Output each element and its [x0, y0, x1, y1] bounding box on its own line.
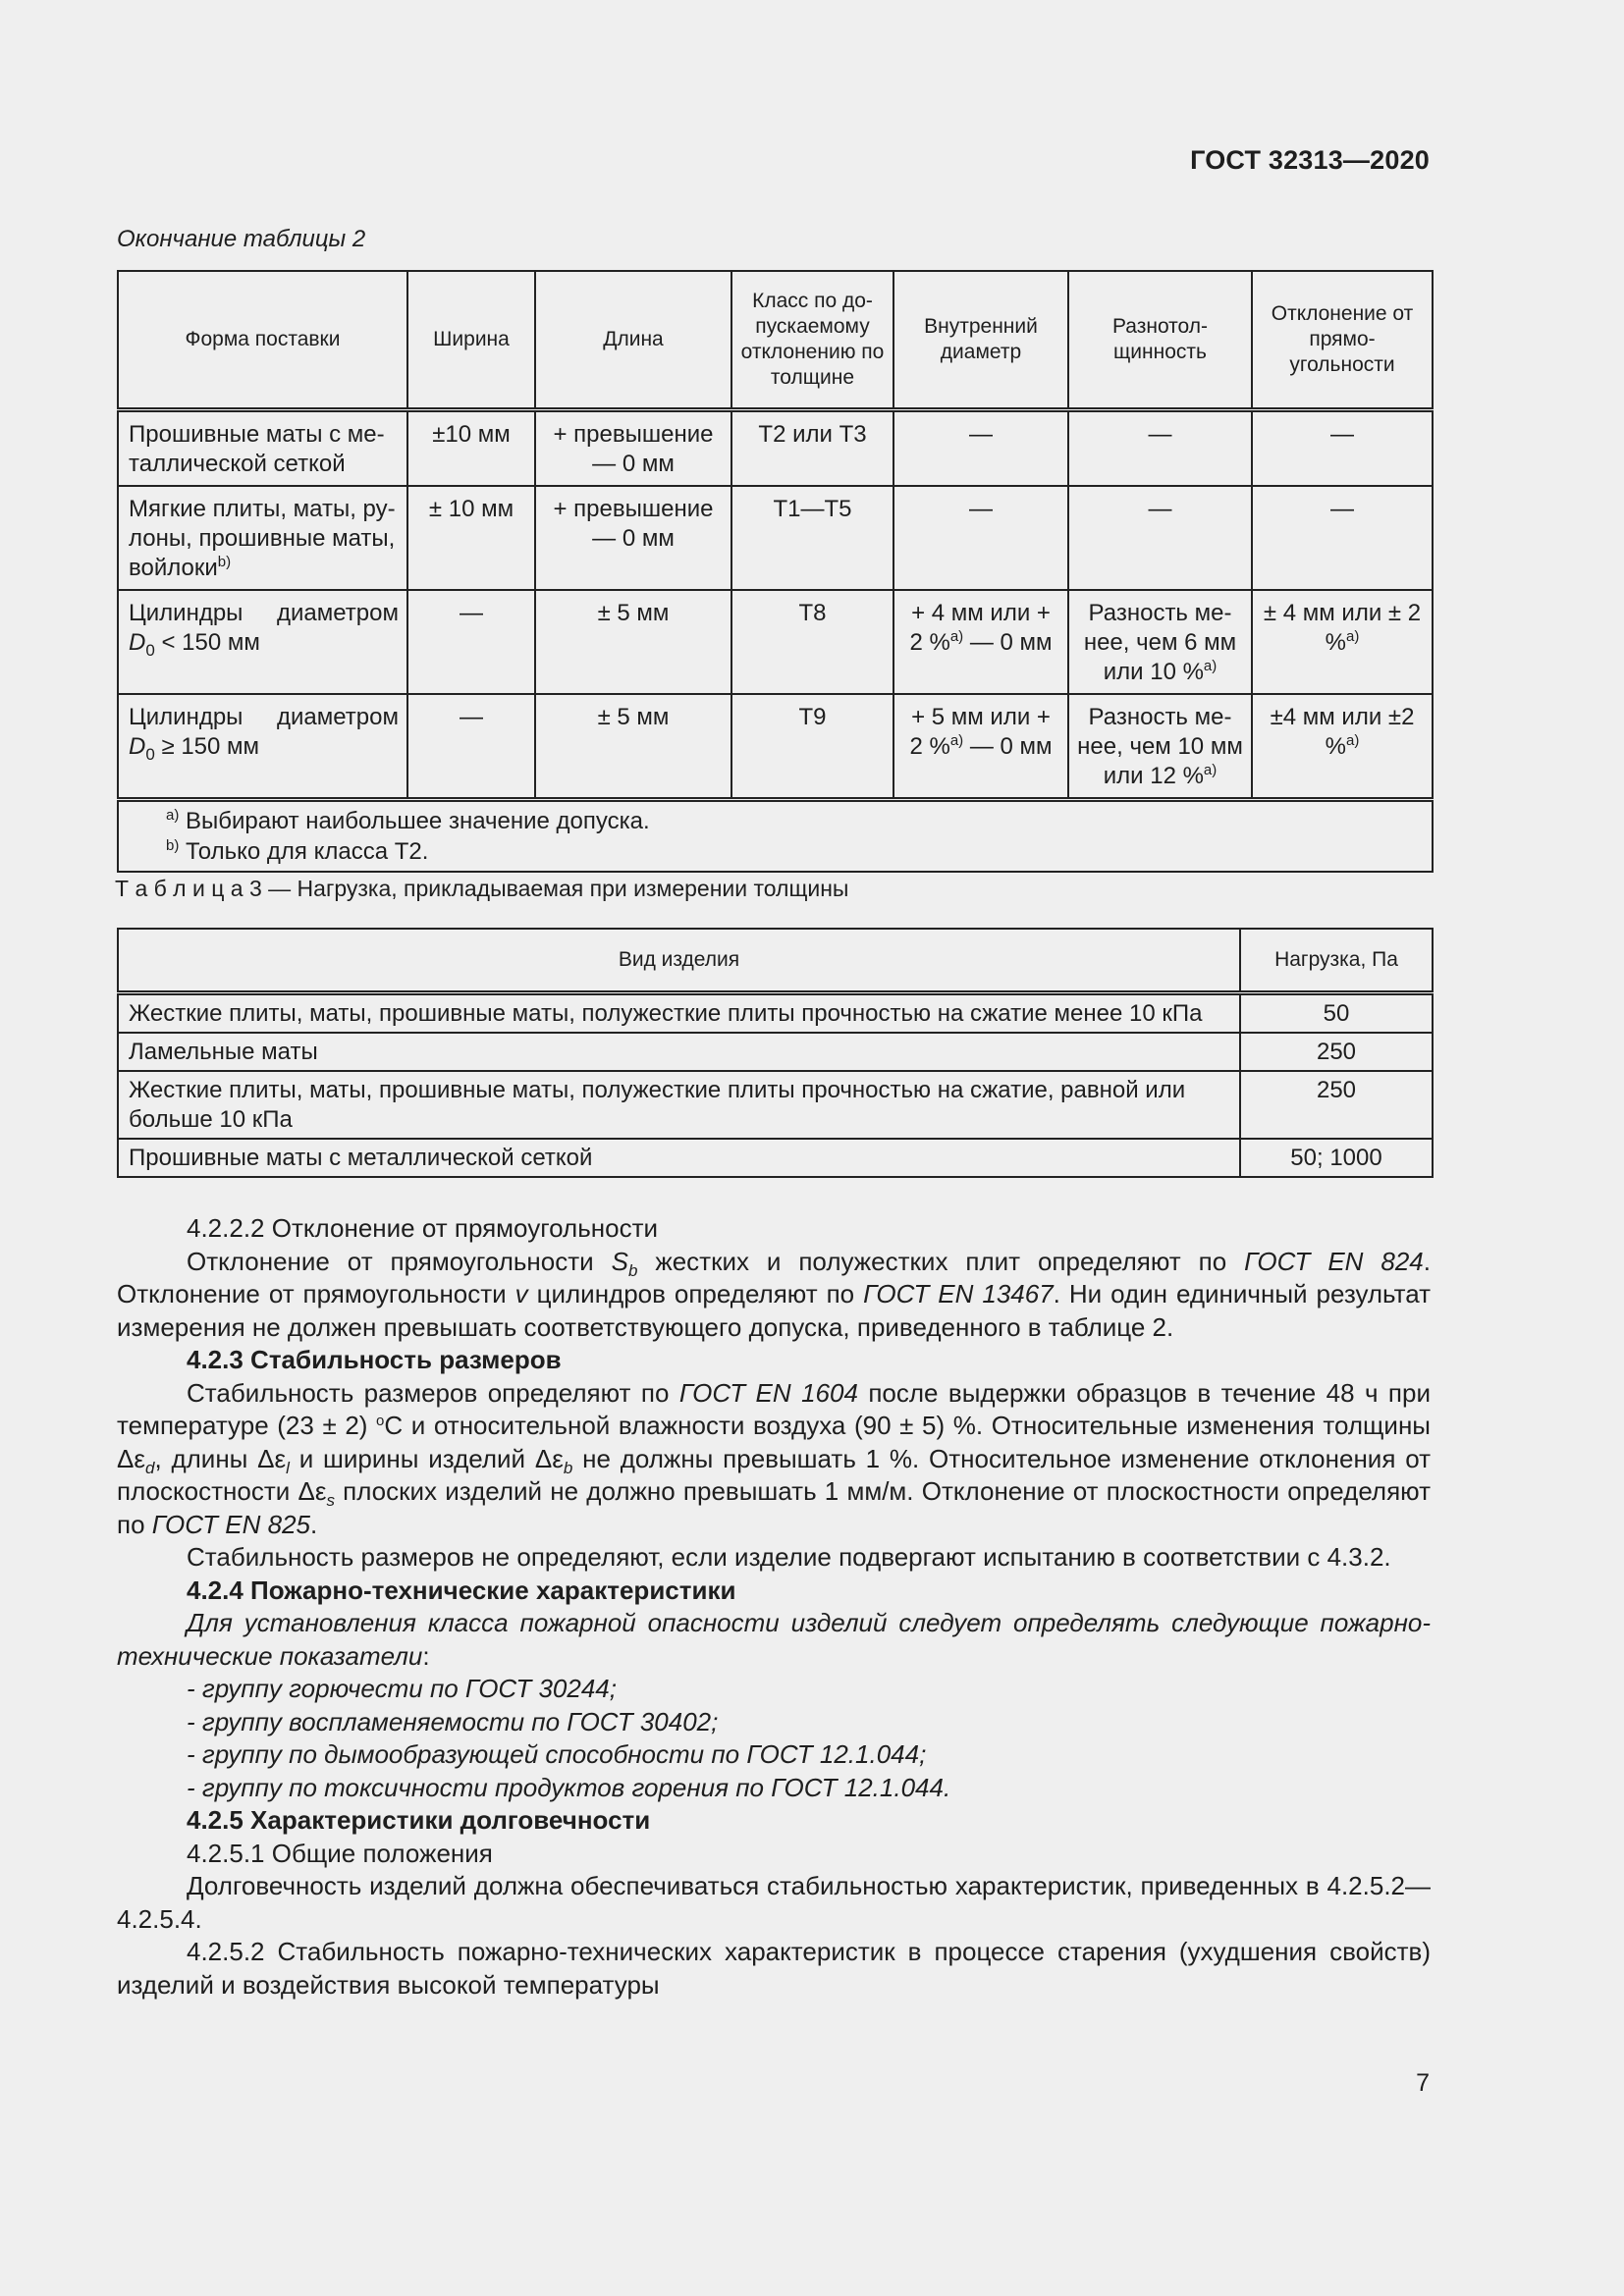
table2 — [117, 270, 1434, 873]
cell-width: — — [407, 590, 535, 694]
table2-header-class: Класс по до-пускаемому отклонению по толщине — [731, 271, 893, 410]
table-row — [118, 410, 1433, 487]
cell-class: T2 или T3 — [731, 410, 893, 487]
section-423-text-2: Стабильность размеров не определяют, если изделие подвергают испытанию в соответствии с 4.3.2. — [187, 1542, 1391, 1572]
cell-thickness: — — [1068, 410, 1252, 487]
list-item: - группу горючести по ГОСТ 30244; — [187, 1674, 617, 1703]
text-run: . Ни один единичный результат измерения не должен превышать соответствующего допуска, приведенного в таблице 2. — [117, 1279, 1431, 1342]
table-row — [118, 1071, 1433, 1139]
cell-width: — — [407, 694, 535, 800]
table2-header-row — [118, 271, 1433, 410]
text-run: Для установления класса пожарной опасности изделий следует определять следующие пожарно-технические показатели — [117, 1608, 1431, 1671]
footnote-mark: a) — [1346, 628, 1360, 645]
table3-header-row — [118, 929, 1433, 993]
cell-form: Прошивные маты с ме-таллической сеткой — [118, 410, 407, 487]
cell-thickness: — — [1068, 486, 1252, 590]
footnote-mark: a) — [949, 628, 964, 645]
cell-thickness — [1068, 590, 1252, 694]
cell-rect-text: ±4 мм или ±2 % — [1270, 704, 1415, 760]
cell-diameter-rest: — 0 мм — [963, 629, 1053, 656]
symbol-sub: b — [627, 1260, 638, 1280]
cell-form — [118, 486, 407, 590]
text-run: после выдержки образцов в течение 48 ч при температуре (23 ± 2) — [117, 1377, 1431, 1440]
cell-diameter — [893, 590, 1068, 694]
page-number: 7 — [1416, 2069, 1430, 2097]
table2-header-diameter: Внутренний диаметр — [893, 271, 1068, 410]
cell-diameter: — — [893, 486, 1068, 590]
table-row — [118, 694, 1433, 800]
cell-rect — [1252, 590, 1433, 694]
cell-form-rest: ≥ 150 мм — [154, 733, 260, 760]
table-row — [118, 590, 1433, 694]
footnote-text: Выбирают наибольшее значение допуска. — [179, 808, 650, 834]
list-item: - группу по дымообразующей способности по ГОСТ 12.1.044; — [187, 1739, 927, 1769]
cell-rect: — — [1252, 486, 1433, 590]
text-run: жестких и полужестких плит определяют по — [637, 1246, 1245, 1276]
cell-form-text: Цилиндры диаметром — [129, 704, 399, 730]
cell-product: Прошивные маты с металлической сеткой — [118, 1139, 1240, 1177]
cell-thickness-text: Разность ме-нее, чем 10 мм или 12 % — [1077, 704, 1243, 789]
footnote-mark: a) — [166, 807, 180, 824]
text-run: цилиндров определяют по — [527, 1279, 864, 1308]
cell-thickness-text: Разность ме-нее, чем 6 мм или 10 % — [1083, 600, 1237, 685]
footnote-mark: a) — [949, 732, 964, 749]
text-run: Стабильность размеров определяют по — [187, 1377, 679, 1408]
text-run: С и относительной влажности воздуха (90 ± 5) %. Относительные изменения толщины Δε — [117, 1411, 1431, 1473]
cell-rect: — — [1252, 410, 1433, 487]
footnote-mark: a) — [1203, 658, 1218, 674]
symbol-d: D — [129, 733, 146, 760]
table-row — [118, 486, 1433, 590]
text-run: плоских изделий не должно превышать 1 мм/м. Отклонение от плоскостности определяют по — [117, 1476, 1431, 1539]
table-row — [118, 1033, 1433, 1071]
list-item: - группу воспламеняемости по ГОСТ 30402; — [187, 1706, 719, 1736]
cell-rect — [1252, 694, 1433, 800]
table3-caption: Т а б л и ц а 3 — Нагрузка, прикладываемая при измерении толщины — [115, 876, 849, 901]
footnote-a — [166, 806, 1432, 836]
cell-load: 50; 1000 — [1240, 1139, 1433, 1177]
cell-product: Жесткие плиты, маты, прошивные маты, полужесткие плиты прочностью на сжатие, равной или больше 10 кПа — [118, 1071, 1240, 1139]
cell-form-symbol — [129, 628, 399, 658]
footnote-mark: b) — [217, 554, 232, 570]
table2-header-form: Форма поставки — [118, 271, 407, 410]
section-423-text — [117, 1377, 1431, 1542]
standard-ref: ГОСТ EN 13467 — [863, 1279, 1054, 1308]
table2-caption: Окончание таблицы 2 — [117, 226, 366, 252]
section-4222-text — [117, 1246, 1431, 1345]
section-424-intro — [117, 1607, 1431, 1673]
section-4251-title: 4.2.5.1 Общие положения — [187, 1838, 493, 1868]
cell-form-symbol — [129, 732, 399, 762]
cell-form — [118, 590, 407, 694]
table3-header-product: Вид изделия — [118, 929, 1240, 993]
text-run: : — [422, 1640, 430, 1671]
section-425-title: 4.2.5 Характеристики долговечности — [187, 1805, 651, 1835]
symbol-sb: S — [611, 1246, 628, 1276]
degree-mark: о — [376, 1413, 385, 1429]
cell-thickness — [1068, 694, 1252, 800]
cell-length: ± 5 мм — [535, 590, 731, 694]
cell-diameter-rest: — 0 мм — [963, 733, 1053, 760]
cell-product: Ламельные маты — [118, 1033, 1240, 1071]
table2-header-thickness: Разнотол-щинность — [1068, 271, 1252, 410]
cell-class: T9 — [731, 694, 893, 800]
cell-class: T1—T5 — [731, 486, 893, 590]
table2-header-rect: Отклонение от прямо-угольности — [1252, 271, 1433, 410]
cell-diameter-text: + 5 мм или + 2 % — [909, 704, 1051, 760]
cell-form-text: Мягкие плиты, маты, ру-лоны, прошивные маты, войлоки — [129, 496, 396, 581]
symbol-d: D — [129, 629, 146, 656]
standard-ref: ГОСТ EN 1604 — [678, 1377, 858, 1408]
cell-product: Жесткие плиты, маты, прошивные маты, полужесткие плиты прочностью на сжатие менее 10 кПа — [118, 993, 1240, 1034]
section-4252-text: 4.2.5.2 Стабильность пожарно-технических характеристик в процессе старения (ухудшения свойств) изделий и воздействия высокой температуры — [117, 1937, 1431, 2000]
cell-width: ± 10 мм — [407, 486, 535, 590]
table2-footnotes — [118, 800, 1433, 873]
section-423-title: 4.2.3 Стабильность размеров — [187, 1345, 562, 1374]
cell-length: + превышение — 0 мм — [535, 486, 731, 590]
cell-diameter-text: + 4 мм или + 2 % — [909, 600, 1051, 656]
section-4222-title: 4.2.2.2 Отклонение от прямоугольности — [187, 1213, 658, 1243]
cell-length: ± 5 мм — [535, 694, 731, 800]
footnote-b — [166, 836, 1432, 867]
symbol-sub: l — [286, 1458, 290, 1477]
document-number: ГОСТ 32313—2020 — [1190, 145, 1430, 175]
table-row — [118, 1139, 1433, 1177]
symbol-sub: s — [326, 1491, 335, 1510]
symbol-sub: 0 — [145, 641, 155, 660]
section-424-title: 4.2.4 Пожарно-технические характеристики — [187, 1575, 736, 1605]
list-item: - группу по токсичности продуктов горения по ГОСТ 12.1.044. — [187, 1772, 951, 1802]
footnote-mark: b) — [166, 837, 180, 854]
symbol-sub: d — [144, 1458, 155, 1477]
cell-width: ±10 мм — [407, 410, 535, 487]
text-run: Отклонение от прямоугольности — [187, 1246, 612, 1276]
table3-header-load: Нагрузка, Па — [1240, 929, 1433, 993]
cell-diameter — [893, 694, 1068, 800]
text-run: . — [310, 1509, 318, 1539]
standard-ref: ГОСТ EN 824 — [1244, 1246, 1424, 1276]
cell-form-text: Цилиндры диаметром — [129, 600, 399, 626]
cell-load: 250 — [1240, 1071, 1433, 1139]
cell-class: T8 — [731, 590, 893, 694]
body-text — [117, 1212, 1431, 2002]
symbol-v: v — [514, 1279, 528, 1308]
text-run: . Отклонение от прямоугольности — [117, 1246, 1431, 1308]
text-run: не должны превышать 1 %. Относительное изменение отклонения от плоскостности Δε — [117, 1443, 1431, 1506]
table2-footnotes-row — [118, 800, 1433, 873]
cell-rect-text: ± 4 мм или ± 2 % — [1263, 600, 1422, 656]
footnote-text: Только для класса T2. — [179, 838, 429, 865]
table3 — [117, 928, 1434, 1178]
cell-load: 250 — [1240, 1033, 1433, 1071]
cell-form — [118, 694, 407, 800]
footnote-mark: a) — [1203, 762, 1218, 778]
text-run: и ширины изделий Δε — [289, 1443, 564, 1473]
cell-length: + превышение — 0 мм — [535, 410, 731, 487]
table2-header-width: Ширина — [407, 271, 535, 410]
symbol-sub: b — [563, 1458, 573, 1477]
footnote-mark: a) — [1346, 732, 1360, 749]
section-4251-text: Долговечность изделий должна обеспечиваться стабильностью характеристик, приведенных в 4.2.5.2—4.2.5.4. — [117, 1871, 1431, 1934]
table-row — [118, 993, 1433, 1034]
cell-diameter: — — [893, 410, 1068, 487]
cell-form-rest: < 150 мм — [154, 629, 260, 656]
cell-load: 50 — [1240, 993, 1433, 1034]
symbol-sub: 0 — [145, 745, 155, 764]
text-run: , длины Δε — [154, 1443, 287, 1473]
table2-header-length: Длина — [535, 271, 731, 410]
standard-ref: ГОСТ EN 825 — [151, 1509, 311, 1539]
